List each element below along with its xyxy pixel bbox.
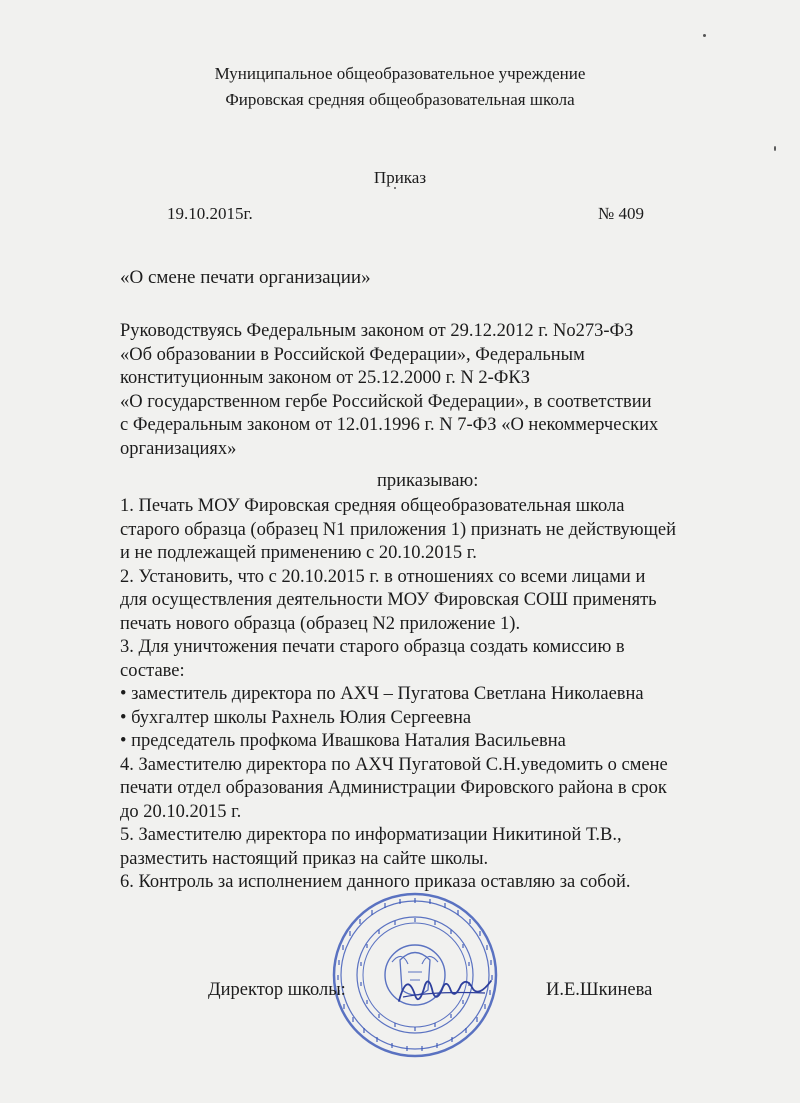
scan-speck [703, 34, 706, 37]
preamble [120, 320, 790, 461]
preamble-line: конституционным законом от 25.12.2000 г. N 2-ФКЗ [120, 368, 531, 388]
order-item-line: печати отдел образования Администрации Фировского района в срок [120, 778, 667, 798]
preamble-line: «О государственном гербе Российской Федерации», в соответствии [120, 391, 652, 412]
signature-name: И.Е.Шкинева [546, 980, 653, 1000]
order-item-line: 1. Печать МОУ Фировская средняя общеобразовательная школа [120, 496, 625, 516]
order-item-line: 4. Заместителю директора по АХЧ Пугатовой С.Н.уведомить о смене [120, 754, 668, 775]
document-subject: «О смене печати организации» [120, 267, 371, 288]
order-items [120, 495, 790, 895]
order-item-line: для осуществления деятельности МОУ Фировская СОШ применять [120, 590, 657, 610]
order-item-line: 3. Для уничтожения печати старого образца создать комиссию в [120, 637, 625, 657]
signature-title: Директор школы: [208, 980, 346, 1000]
order-item-line: 2. Установить, что с 20.10.2015 г. в отношениях со всеми лицами и [120, 566, 646, 587]
director-signature [395, 963, 495, 1013]
document-number: № 409 [598, 204, 644, 223]
order-item-line: • заместитель директора по АХЧ – Пугатова Светлана Николаевна [120, 684, 644, 704]
document-title: Приказ [373, 168, 427, 187]
document-date: 19.10.2015г. [167, 204, 253, 223]
scan-speck [774, 146, 776, 151]
preamble-line: «Об образовании в Российской Федерации», Федеральным [120, 344, 585, 365]
order-word: приказываю: [377, 471, 479, 491]
order-item-line: разместить настоящий приказ на сайте школы. [120, 848, 489, 869]
order-item-line: • бухгалтер школы Рахнель Юлия Сергеевна [120, 707, 472, 728]
order-item-line: составе: [120, 660, 185, 681]
preamble-line: Руководствуясь Федеральным законом от 29.12.2012 г. No273-ФЗ [120, 321, 634, 341]
order-item-line: и не подлежащей применению с 20.10.2015 г. [120, 543, 477, 563]
organization-name-line-2: Фировская средняя общеобразовательная школа [225, 90, 575, 109]
order-item-line: до 20.10.2015 г. [120, 801, 242, 822]
order-item-line: • председатель профкома Ивашкова Наталия Васильевна [120, 731, 566, 751]
scan-speck [394, 187, 396, 189]
organization-name-line-1: Муниципальное общеобразовательное учреждение [214, 64, 586, 83]
preamble-line: с Федеральным законом от 12.01.1996 г. N 7-ФЗ «О некоммерческих [120, 415, 659, 435]
order-item-line: 6. Контроль за исполнением данного приказа оставляю за собой. [120, 872, 631, 892]
preamble-line: организациях» [120, 438, 237, 459]
order-item-line: 5. Заместителю директора по информатизации Никитиной Т.В., [120, 825, 622, 845]
order-item-line: старого образца (образец N1 приложения 1) признать не действующей [120, 519, 676, 540]
order-item-line: печать нового образца (образец N2 приложение 1). [120, 613, 521, 634]
